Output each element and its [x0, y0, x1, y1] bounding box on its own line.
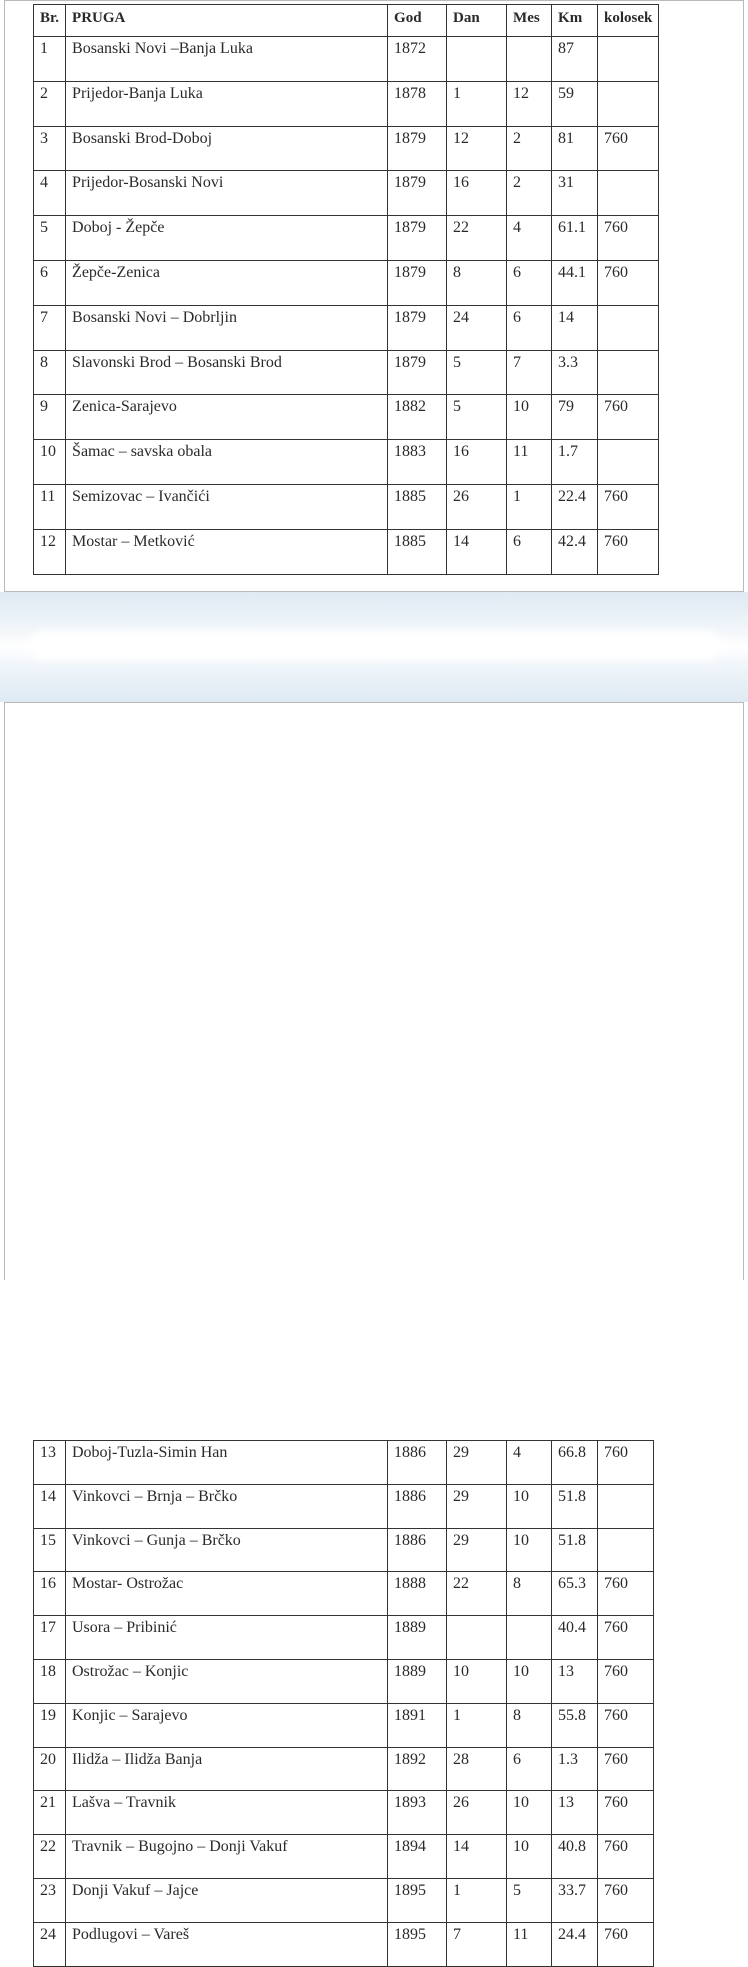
cell-br: 9	[34, 395, 66, 440]
table-row	[34, 1528, 654, 1572]
cell-km: 51.8	[552, 1484, 598, 1528]
railway-table-part-2	[33, 1440, 654, 1967]
header-dan: Dan	[447, 5, 507, 37]
cell-km: 14	[552, 305, 598, 350]
cell-kolosek	[598, 350, 659, 395]
cell-dan: 14	[447, 529, 507, 574]
cell-br: 23	[34, 1878, 66, 1922]
cell-dan: 22	[447, 1572, 507, 1616]
cell-br: 1	[34, 37, 66, 82]
table-row	[34, 395, 659, 440]
table-row	[34, 1659, 654, 1703]
cell-dan: 5	[447, 395, 507, 440]
cell-br: 22	[34, 1835, 66, 1879]
cell-br: 18	[34, 1659, 66, 1703]
cell-kolosek: 760	[598, 1441, 654, 1485]
table-row	[34, 1572, 654, 1616]
cell-god: 1886	[388, 1484, 447, 1528]
cell-km: 66.8	[552, 1441, 598, 1485]
table-row	[34, 1791, 654, 1835]
cell-dan: 28	[447, 1747, 507, 1791]
cell-god: 1879	[388, 350, 447, 395]
cell-mes: 6	[507, 1747, 552, 1791]
cell-mes: 4	[507, 216, 552, 261]
header-kolosek: kolosek	[598, 5, 659, 37]
cell-pruga: Ostrožac – Konjic	[66, 1659, 388, 1703]
cell-god: 1891	[388, 1703, 447, 1747]
cell-br: 21	[34, 1791, 66, 1835]
cell-dan: 12	[447, 126, 507, 171]
cell-god: 1883	[388, 440, 447, 485]
table-body-bottom	[34, 1441, 654, 1967]
cell-km: 61.1	[552, 216, 598, 261]
cell-pruga: Konjic – Sarajevo	[66, 1703, 388, 1747]
cell-pruga: Mostar – Metković	[66, 529, 388, 574]
cell-dan: 16	[447, 440, 507, 485]
cell-mes: 10	[507, 1659, 552, 1703]
cell-br: 17	[34, 1616, 66, 1660]
cell-br: 15	[34, 1528, 66, 1572]
table-row	[34, 350, 659, 395]
cell-mes: 12	[507, 81, 552, 126]
cell-god: 1885	[388, 529, 447, 574]
cell-pruga: Doboj - Žepče	[66, 216, 388, 261]
cell-mes: 4	[507, 1441, 552, 1485]
cell-pruga: Travnik – Bugojno – Donji Vakuf	[66, 1835, 388, 1879]
cell-km: 1.7	[552, 440, 598, 485]
cell-dan: 7	[447, 1922, 507, 1966]
railway-table-part-1	[33, 4, 659, 575]
cell-pruga: Usora – Pribinić	[66, 1616, 388, 1660]
cell-dan: 14	[447, 1835, 507, 1879]
cell-br: 3	[34, 126, 66, 171]
cell-km: 40.4	[552, 1616, 598, 1660]
cell-br: 8	[34, 350, 66, 395]
cell-km: 55.8	[552, 1703, 598, 1747]
cell-dan: 10	[447, 1659, 507, 1703]
table-row	[34, 1484, 654, 1528]
cell-god: 1885	[388, 484, 447, 529]
cell-god: 1894	[388, 1835, 447, 1879]
cell-br: 24	[34, 1922, 66, 1966]
table-row	[34, 1747, 654, 1791]
cell-pruga: Žepče-Zenica	[66, 260, 388, 305]
cell-god: 1893	[388, 1791, 447, 1835]
cell-br: 7	[34, 305, 66, 350]
cell-mes: 2	[507, 171, 552, 216]
cell-km: 79	[552, 395, 598, 440]
cell-kolosek	[598, 305, 659, 350]
cell-dan: 16	[447, 171, 507, 216]
cell-km: 81	[552, 126, 598, 171]
cell-pruga: Donji Vakuf – Jajce	[66, 1878, 388, 1922]
cell-pruga: Slavonski Brod – Bosanski Brod	[66, 350, 388, 395]
cell-km: 31	[552, 171, 598, 216]
cell-pruga: Doboj-Tuzla-Simin Han	[66, 1441, 388, 1485]
cell-god: 1889	[388, 1659, 447, 1703]
cell-br: 14	[34, 1484, 66, 1528]
cell-mes: 10	[507, 1791, 552, 1835]
cell-kolosek: 760	[598, 395, 659, 440]
table-row	[34, 1835, 654, 1879]
cell-kolosek: 760	[598, 1616, 654, 1660]
cell-pruga: Vinkovci – Brnja – Brčko	[66, 1484, 388, 1528]
cell-kolosek: 760	[598, 260, 659, 305]
table-row	[34, 1703, 654, 1747]
cell-dan	[447, 37, 507, 82]
table-row	[34, 171, 659, 216]
cell-br: 12	[34, 529, 66, 574]
cell-kolosek: 760	[598, 1835, 654, 1879]
header-km: Km	[552, 5, 598, 37]
cell-god: 1872	[388, 37, 447, 82]
table-row	[34, 529, 659, 574]
cell-mes: 6	[507, 305, 552, 350]
cell-god: 1889	[388, 1616, 447, 1660]
table-row	[34, 126, 659, 171]
cell-km: 13	[552, 1791, 598, 1835]
cell-god: 1895	[388, 1922, 447, 1966]
cell-kolosek: 760	[598, 1572, 654, 1616]
cell-pruga: Semizovac – Ivančići	[66, 484, 388, 529]
cell-pruga: Zenica-Sarajevo	[66, 395, 388, 440]
cell-god: 1879	[388, 216, 447, 261]
cell-kolosek: 760	[598, 126, 659, 171]
cell-br: 19	[34, 1703, 66, 1747]
cell-dan	[447, 1616, 507, 1660]
separator-streak	[30, 630, 720, 660]
cell-god: 1892	[388, 1747, 447, 1791]
header-pruga: PRUGA	[66, 5, 388, 37]
cell-mes: 11	[507, 440, 552, 485]
cell-pruga: Podlugovi – Vareš	[66, 1922, 388, 1966]
cell-br: 4	[34, 171, 66, 216]
cell-km: 22.4	[552, 484, 598, 529]
cell-dan: 26	[447, 1791, 507, 1835]
cell-mes: 11	[507, 1922, 552, 1966]
cell-mes: 6	[507, 260, 552, 305]
cell-god: 1879	[388, 305, 447, 350]
cell-dan: 22	[447, 216, 507, 261]
cell-dan: 5	[447, 350, 507, 395]
cell-kolosek: 760	[598, 216, 659, 261]
page-separator	[0, 592, 748, 702]
cell-mes: 7	[507, 350, 552, 395]
cell-kolosek: 760	[598, 484, 659, 529]
table-row	[34, 216, 659, 261]
cell-br: 2	[34, 81, 66, 126]
table-page-top	[4, 0, 744, 592]
cell-kolosek	[598, 37, 659, 82]
cell-km: 1.3	[552, 1747, 598, 1791]
cell-mes: 6	[507, 529, 552, 574]
table-page-bottom	[4, 702, 744, 1943]
cell-br: 5	[34, 216, 66, 261]
cell-god: 1886	[388, 1528, 447, 1572]
cell-kolosek: 760	[598, 1791, 654, 1835]
cell-pruga: Bosanski Brod-Doboj	[66, 126, 388, 171]
cell-km: 13	[552, 1659, 598, 1703]
cell-mes: 8	[507, 1572, 552, 1616]
cell-god: 1879	[388, 260, 447, 305]
table-row	[34, 1922, 654, 1966]
cell-mes	[507, 37, 552, 82]
cell-kolosek	[598, 440, 659, 485]
cell-god: 1878	[388, 81, 447, 126]
cell-km: 33.7	[552, 1878, 598, 1922]
cell-kolosek	[598, 81, 659, 126]
cell-pruga: Mostar- Ostrožac	[66, 1572, 388, 1616]
cell-km: 3.3	[552, 350, 598, 395]
cell-kolosek	[598, 171, 659, 216]
table-header-row	[34, 5, 659, 37]
cell-pruga: Prijedor-Banja Luka	[66, 81, 388, 126]
cell-god: 1895	[388, 1878, 447, 1922]
cell-god: 1879	[388, 171, 447, 216]
cell-god: 1886	[388, 1441, 447, 1485]
cell-dan: 1	[447, 1878, 507, 1922]
cell-pruga: Ilidža – Ilidža Banja	[66, 1747, 388, 1791]
cell-mes	[507, 1616, 552, 1660]
cell-pruga: Lašva – Travnik	[66, 1791, 388, 1835]
cell-dan: 29	[447, 1484, 507, 1528]
table-row	[34, 1878, 654, 1922]
cell-kolosek: 760	[598, 1747, 654, 1791]
cell-kolosek: 760	[598, 1659, 654, 1703]
cell-kolosek	[598, 1528, 654, 1572]
table-row	[34, 260, 659, 305]
cell-pruga: Vinkovci – Gunja – Brčko	[66, 1528, 388, 1572]
cell-pruga: Bosanski Novi –Banja Luka	[66, 37, 388, 82]
table-row	[34, 484, 659, 529]
cell-km: 44.1	[552, 260, 598, 305]
cell-dan: 24	[447, 305, 507, 350]
cell-br: 6	[34, 260, 66, 305]
cell-br: 10	[34, 440, 66, 485]
cell-mes: 10	[507, 1835, 552, 1879]
cell-dan: 1	[447, 81, 507, 126]
table-row	[34, 37, 659, 82]
cell-km: 40.8	[552, 1835, 598, 1879]
cell-kolosek: 760	[598, 1922, 654, 1966]
cell-br: 16	[34, 1572, 66, 1616]
cell-mes: 10	[507, 1528, 552, 1572]
cell-km: 65.3	[552, 1572, 598, 1616]
cell-dan: 26	[447, 484, 507, 529]
table-row	[34, 1616, 654, 1660]
table-row	[34, 440, 659, 485]
cell-dan: 29	[447, 1441, 507, 1485]
cell-mes: 2	[507, 126, 552, 171]
cell-dan: 1	[447, 1703, 507, 1747]
cell-km: 87	[552, 37, 598, 82]
cell-km: 59	[552, 81, 598, 126]
header-god: God	[388, 5, 447, 37]
cell-kolosek: 760	[598, 529, 659, 574]
header-mes: Mes	[507, 5, 552, 37]
cell-km: 24.4	[552, 1922, 598, 1966]
cell-pruga: Bosanski Novi – Dobrljin	[66, 305, 388, 350]
cell-dan: 29	[447, 1528, 507, 1572]
table-body-top	[34, 37, 659, 575]
cell-mes: 10	[507, 395, 552, 440]
cell-mes: 1	[507, 484, 552, 529]
cell-dan: 8	[447, 260, 507, 305]
header-br: Br.	[34, 5, 66, 37]
cell-km: 42.4	[552, 529, 598, 574]
cell-kolosek	[598, 1484, 654, 1528]
cell-mes: 10	[507, 1484, 552, 1528]
cell-kolosek: 760	[598, 1703, 654, 1747]
cell-god: 1882	[388, 395, 447, 440]
cell-br: 13	[34, 1441, 66, 1485]
cell-pruga: Šamac – savska obala	[66, 440, 388, 485]
table-row	[34, 1441, 654, 1485]
table-row	[34, 81, 659, 126]
cell-br: 11	[34, 484, 66, 529]
cell-pruga: Prijedor-Bosanski Novi	[66, 171, 388, 216]
cell-br: 20	[34, 1747, 66, 1791]
cell-god: 1879	[388, 126, 447, 171]
cell-mes: 5	[507, 1878, 552, 1922]
cell-god: 1888	[388, 1572, 447, 1616]
cell-km: 51.8	[552, 1528, 598, 1572]
table-row	[34, 305, 659, 350]
cell-kolosek: 760	[598, 1878, 654, 1922]
cell-mes: 8	[507, 1703, 552, 1747]
